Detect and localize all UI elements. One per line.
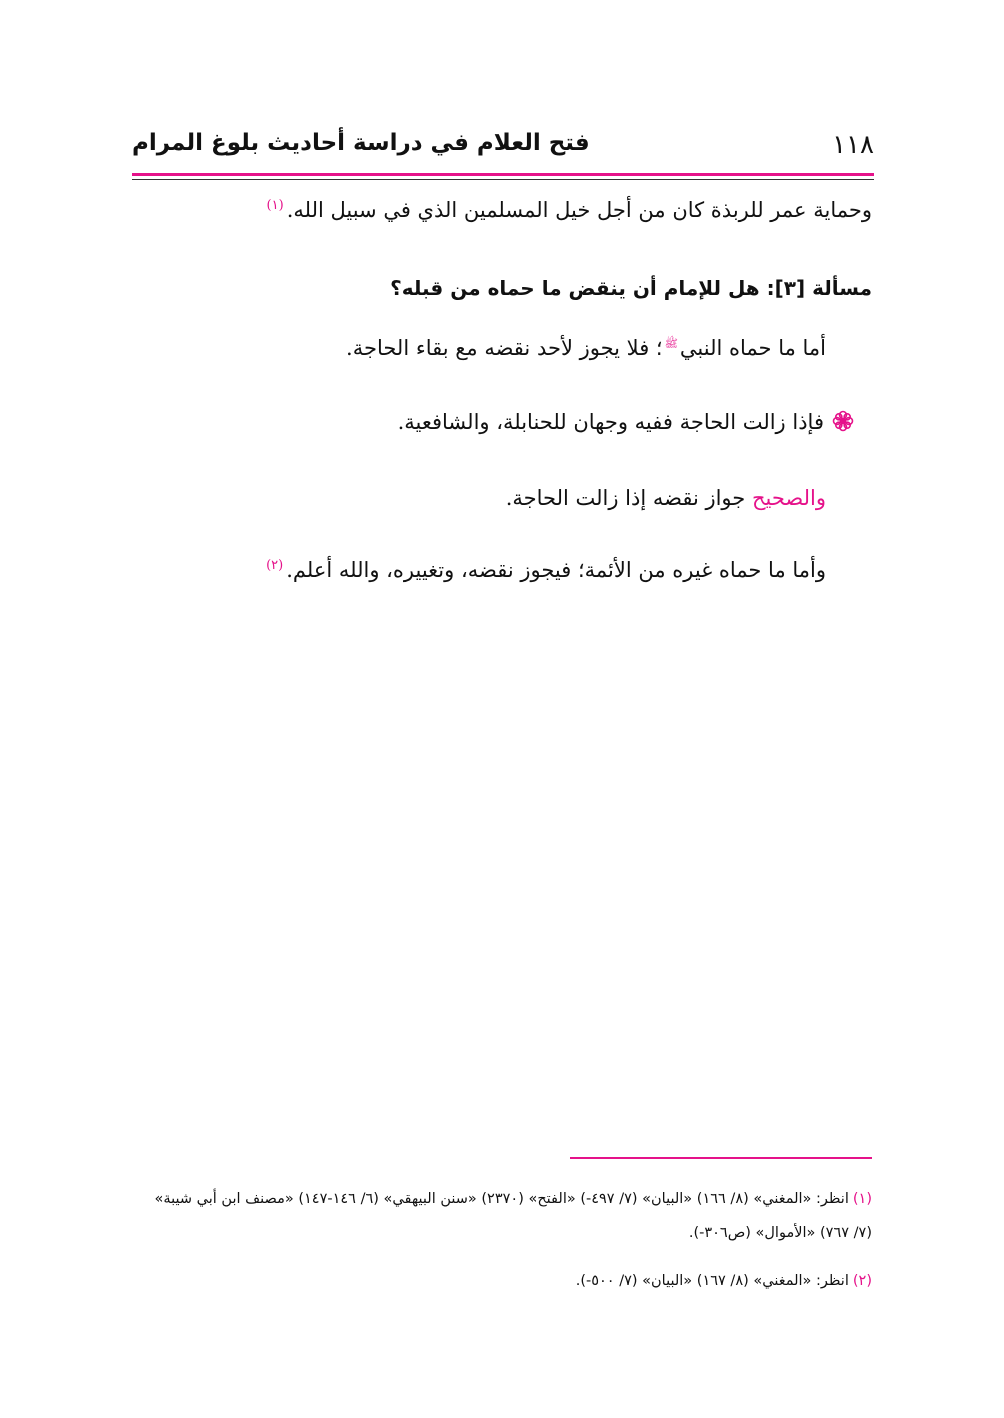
page-number: ١١٨ [832, 130, 874, 160]
honorific-glyph: ﷺ [664, 337, 678, 350]
highlight-word: والصحيح [751, 486, 826, 510]
line-1-text: وحماية عمر للربذة كان من أجل خيل المسلمين الذي في سبيل الله. [286, 198, 872, 222]
header-rule-accent [132, 173, 874, 176]
issue-heading: مسألة [٣]: هل للإمام أن ينقض ما حماه من قبله؟ [390, 276, 872, 300]
flower-icon [832, 410, 854, 432]
footnote-separator [570, 1157, 872, 1159]
footnote-2-text: انظر: «المغني» (٨/ ١٦٧) «البيان» (٧/ ٥٠٠-). [575, 1273, 849, 1289]
para3-rest: جواز نقضه إذا زالت الحاجة. [505, 486, 746, 510]
para4-text: وأما ما حماه غيره من الأئمة؛ فيجوز نقضه، وتغييره، والله أعلم. [286, 558, 826, 582]
footnote-1-number: (١) [852, 1191, 872, 1207]
paragraph-4 [506, 486, 826, 510]
paragraph-3 [398, 410, 854, 434]
para1-before: أما ما حماه النبي [679, 336, 826, 360]
para1-after: ؛ فلا يجوز لأحد نقضه مع بقاء الحاجة. [346, 336, 663, 360]
footnote-ref-1: (١) [266, 198, 284, 213]
page-header [132, 126, 874, 170]
para2-text: فإذا زالت الحاجة ففيه وجهان للحنابلة، والشافعية. [397, 410, 824, 434]
book-title: فتح العلام في دراسة أحاديث بلوغ المرام [132, 130, 590, 156]
footnote-ref-2: (٢) [266, 558, 284, 573]
paragraph-2 [346, 336, 826, 360]
footnote-2 [132, 1264, 872, 1298]
header-rule-dark [132, 179, 874, 180]
footnote-2-number: (٢) [852, 1273, 872, 1289]
footnote-1-text: انظر: «المغني» (٨/ ١٦٦) «البيان» (٧/ ٤٩٧-) «الفتح» (٢٣٧٠) «سنن البيهقي» (٦/ ١٤٦-١٤٧) «مصنف ابن أبي شيبة» (٧/ ٧٦٧) «الأموال» (ص٣٠٦-). [154, 1191, 872, 1241]
paragraph-line-1 [267, 198, 872, 222]
paragraph-5 [266, 558, 826, 582]
footnote-1 [132, 1182, 872, 1250]
